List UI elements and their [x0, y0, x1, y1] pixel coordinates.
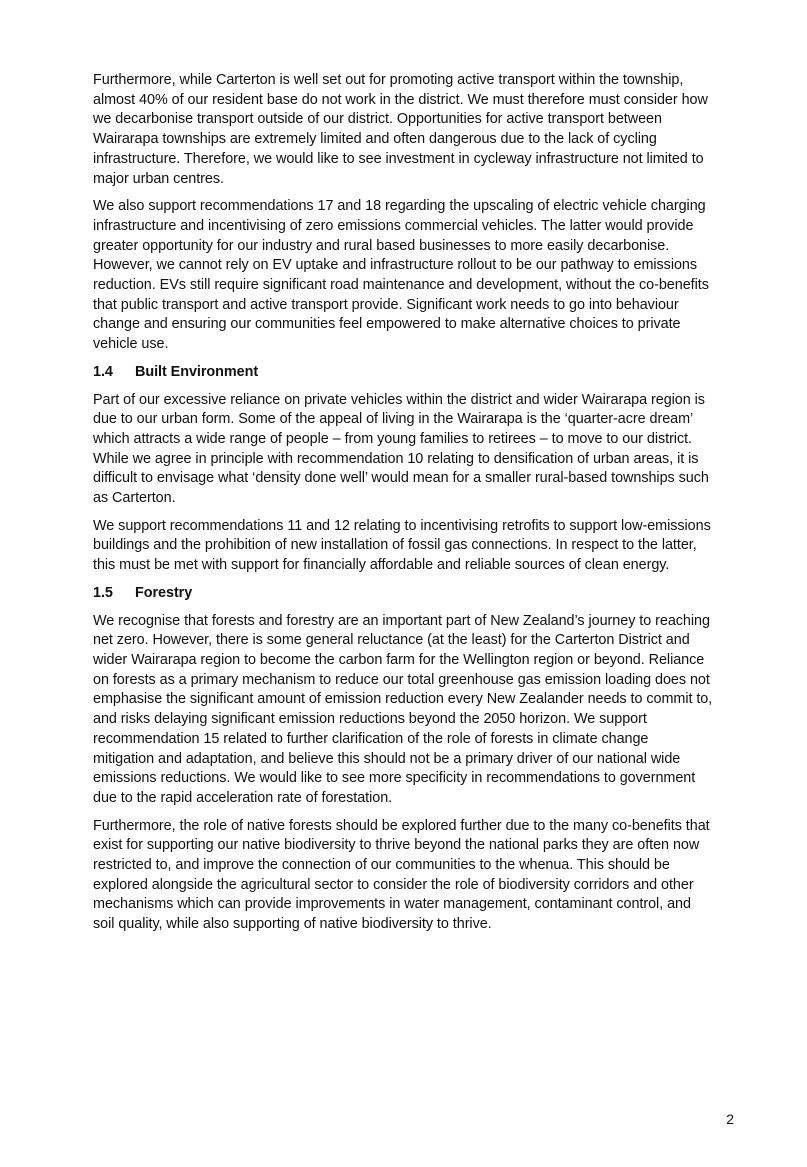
document-page-body [93, 71, 713, 943]
page-number: 2 [726, 1111, 734, 1127]
section-number: 1.5 [93, 584, 113, 601]
section-title: Forestry [135, 584, 193, 601]
paragraph-low-emissions-buildings: We support recommendations 11 and 12 relating to incentivising retrofits to support low-emissions buildings and the prohibition of new installation of fossil gas connections. In respect to the latter, this must be met with support for financially affordable and reliable sources of clean energy. [93, 517, 711, 574]
paragraph-electric-vehicles: We also support recommendations 17 and 18 regarding the upscaling of electric vehicle charging infrastructure and incentivising of zero emissions commercial vehicles. The latter would provide greater opportunity for our industry and rural based businesses to more easily decarbonise. However, we cannot rely on EV uptake and infrastructure rollout to be our pathway to emissions reduction. EVs still require significant road maintenance and development, without the co-benefits that public transport and active transport provide. Significant work needs to go into behaviour change and ensuring our communities feel empowered to make alternative choices to private vehicle use. [93, 198, 709, 353]
section-title: Built Environment [135, 363, 259, 380]
paragraph-native-forests: Furthermore, the role of native forests should be explored further due to the many co-benefits that exist for supporting our native biodiversity to thrive beyond the national parks they are often now restricted to, and improve the connection of our communities to the whenua. This should be explored alongside the agricultural sector to consider the role of biodiversity corridors and other mechanisms which can provide improvements in water management, contaminant control, and soil quality, while also supporting of native biodiversity to thrive. [93, 817, 710, 933]
section-number: 1.4 [93, 363, 113, 380]
section-heading-forestry [93, 584, 713, 604]
paragraph-urban-form: Part of our excessive reliance on private vehicles within the district and wider Wairarapa region is due to our urban form. Some of the appeal of living in the Wairarapa is the ‘quarter-acre dream’ which attracts a wide range of people – from young families to retirees – to move to our district. While we agree in principle with recommendation 10 relating to densification of urban areas, it is difficult to envisage what ‘density done well’ would mean for a smaller rural-based townships such as Carterton. [93, 391, 709, 507]
paragraph-active-transport: Furthermore, while Carterton is well set out for promoting active transport within the township, almost 40% of our resident base do not work in the district. We must therefore must consider how we decarbonise transport outside of our district. Opportunities for active transport between Wairarapa townships are extremely limited and often dangerous due to the lack of cycling infrastructure. Therefore, we would like to see investment in cycleway infrastructure not limited to major urban centres. [93, 72, 708, 187]
paragraph-forests-net-zero: We recognise that forests and forestry are an important part of New Zealand’s journey to reaching net zero. However, there is some general reluctance (at the least) for the Carterton District and wider Wairarapa region to become the carbon farm for the Wellington region or beyond. Reliance on forests as a primary mechanism to reduce our total greenhouse gas emission loading does not emphasise the significant amount of emission reduction every New Zealander needs to commit to, and risks delaying significant emission reductions beyond the 2050 horizon. We support recommendation 15 related to further clarification of the role of forests in climate change mitigation and adaptation, and believe this should not be a primary driver of our national wide emissions reductions. We would like to see more specificity in recommendations to government due to the rapid acceleration rate of forestation. [93, 612, 713, 806]
section-heading-built-environment [93, 363, 713, 383]
